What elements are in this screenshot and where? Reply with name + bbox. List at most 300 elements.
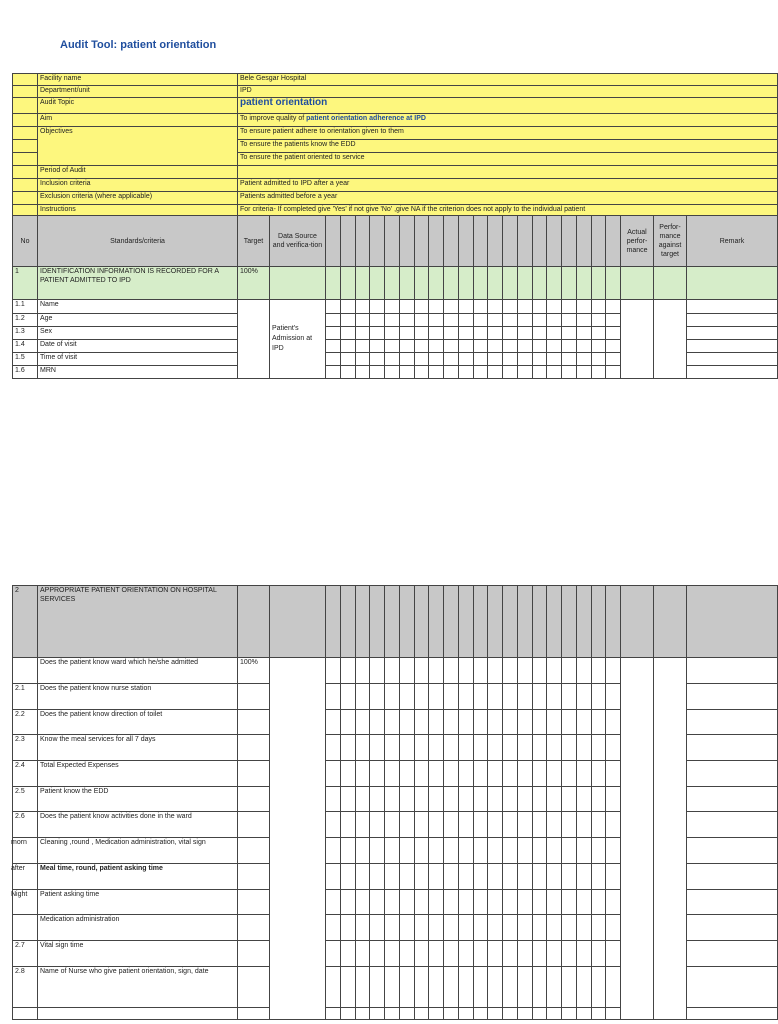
remark-cell: [687, 735, 778, 761]
check-cell: [532, 314, 547, 327]
check-cell: [517, 889, 532, 915]
check-cell: [473, 658, 488, 684]
check-cell: [547, 353, 562, 366]
header-check-cell: [591, 586, 606, 658]
check-cell: [444, 353, 459, 366]
check-cell: [458, 366, 473, 379]
check-cell: [532, 915, 547, 941]
section-2-target: [238, 586, 270, 658]
check-cell: [326, 314, 341, 327]
check-cell: [326, 786, 341, 812]
check-cell: [591, 786, 606, 812]
criterion-no: 2.6: [13, 812, 38, 838]
check-cell: [532, 786, 547, 812]
header-check-cell: [503, 586, 518, 658]
inclusion-value: Patient admitted to IPD after a year: [238, 179, 778, 192]
check-cell: [591, 267, 606, 300]
check-cell: [532, 327, 547, 340]
criterion-target: [238, 889, 270, 915]
check-cell: [370, 327, 385, 340]
check-cell: [340, 709, 355, 735]
check-cell: [458, 314, 473, 327]
check-cell: [326, 1007, 341, 1019]
check-cell: [606, 658, 621, 684]
check-cell: [591, 709, 606, 735]
check-cell: [562, 300, 577, 314]
criterion-text: Sex: [38, 327, 238, 340]
check-cell: [547, 684, 562, 710]
facility-label: Facility name: [38, 74, 238, 86]
check-cell: [532, 889, 547, 915]
check-cell: [532, 340, 547, 353]
check-cell: [562, 267, 577, 300]
check-cell: [503, 735, 518, 761]
header-check-cell: [444, 586, 459, 658]
check-cell: [458, 340, 473, 353]
actual-performance-cell: [621, 300, 654, 379]
check-cell: [326, 761, 341, 787]
check-cell: [503, 1007, 518, 1019]
check-cell: [606, 1007, 621, 1019]
criterion-source: Patient's Admission at IPD: [270, 300, 326, 379]
criterion-no: 2.2: [13, 709, 38, 735]
check-cell: [503, 658, 518, 684]
criterion-no: 2.3: [13, 735, 38, 761]
section-1-source: [270, 267, 326, 300]
check-cell: [385, 300, 400, 314]
check-cell: [385, 966, 400, 1007]
check-cell: [473, 327, 488, 340]
check-cell: [488, 366, 503, 379]
criterion-text: Does the patient know ward which he/she admitted: [38, 658, 238, 684]
header-check-cell: [340, 586, 355, 658]
objective-1: To ensure patient adhere to orientation given to them: [238, 127, 778, 140]
check-cell: [370, 684, 385, 710]
check-cell: [429, 838, 444, 864]
check-cell: [385, 353, 400, 366]
criterion-text: Name: [38, 300, 238, 314]
check-cell: [576, 812, 591, 838]
check-cell: [326, 889, 341, 915]
criterion-text: Know the meal services for all 7 days: [38, 735, 238, 761]
check-cell: [399, 1007, 414, 1019]
check-cell: [576, 300, 591, 314]
check-cell: [547, 709, 562, 735]
header-check-cell: [370, 216, 385, 267]
check-cell: [591, 761, 606, 787]
check-cell: [488, 889, 503, 915]
check-cell: [429, 863, 444, 889]
header-check-cell: [547, 586, 562, 658]
check-cell: [517, 1007, 532, 1019]
criterion-no: 1.1: [13, 300, 38, 314]
header-check-cell: [488, 216, 503, 267]
check-cell: [355, 889, 370, 915]
criterion-no: [13, 1007, 38, 1019]
check-cell: [370, 786, 385, 812]
check-cell: [576, 684, 591, 710]
check-cell: [473, 735, 488, 761]
header-check-cell: [562, 586, 577, 658]
check-cell: [370, 709, 385, 735]
check-cell: [488, 863, 503, 889]
check-cell: [399, 889, 414, 915]
check-cell: [370, 812, 385, 838]
check-cell: [591, 300, 606, 314]
check-cell: [503, 761, 518, 787]
check-cell: [370, 353, 385, 366]
remark-cell: [687, 761, 778, 787]
criterion-text: Date of visit: [38, 340, 238, 353]
check-cell: [429, 812, 444, 838]
remark-cell: [687, 353, 778, 366]
check-cell: [606, 838, 621, 864]
check-cell: [517, 812, 532, 838]
criterion-text: Patient asking time: [38, 889, 238, 915]
check-cell: [370, 658, 385, 684]
check-cell: [473, 340, 488, 353]
check-cell: [591, 340, 606, 353]
check-cell: [547, 267, 562, 300]
check-cell: [606, 300, 621, 314]
check-cell: [444, 314, 459, 327]
check-cell: [429, 353, 444, 366]
check-cell: [340, 353, 355, 366]
check-cell: [458, 735, 473, 761]
check-cell: [576, 327, 591, 340]
check-cell: [562, 340, 577, 353]
check-cell: [517, 314, 532, 327]
check-cell: [488, 684, 503, 710]
header-standards: Standards/criteria: [38, 216, 238, 267]
check-cell: [576, 966, 591, 1007]
check-cell: [429, 761, 444, 787]
check-cell: [458, 812, 473, 838]
check-cell: [503, 340, 518, 353]
header-check-cell: [399, 216, 414, 267]
check-cell: [414, 658, 429, 684]
check-cell: [326, 940, 341, 966]
check-cell: [414, 1007, 429, 1019]
check-cell: [370, 838, 385, 864]
check-cell: [488, 761, 503, 787]
check-cell: [444, 863, 459, 889]
check-cell: [414, 353, 429, 366]
check-cell: [385, 267, 400, 300]
check-cell: [414, 915, 429, 941]
check-cell: [517, 353, 532, 366]
criterion-target: [238, 966, 270, 1007]
check-cell: [547, 735, 562, 761]
header-remark: Remark: [687, 216, 778, 267]
remark-cell: [687, 786, 778, 812]
check-cell: [414, 889, 429, 915]
check-cell: [414, 709, 429, 735]
check-cell: [385, 314, 400, 327]
check-cell: [517, 709, 532, 735]
header-check-cell: [591, 216, 606, 267]
check-cell: [532, 300, 547, 314]
check-cell: [503, 863, 518, 889]
check-cell: [473, 353, 488, 366]
header-check-cell: [687, 586, 778, 658]
check-cell: [429, 684, 444, 710]
check-cell: [370, 267, 385, 300]
facility-value: Bele Gesgar Hospital: [238, 74, 778, 86]
header-check-cell: [473, 586, 488, 658]
check-cell: [562, 889, 577, 915]
check-cell: [444, 340, 459, 353]
check-cell: [562, 314, 577, 327]
check-cell: [503, 838, 518, 864]
check-cell: [444, 940, 459, 966]
criterion-no: 2.8: [13, 966, 38, 1007]
check-cell: [547, 1007, 562, 1019]
header-no: No: [13, 216, 38, 267]
criterion-target: [238, 812, 270, 838]
remark-cell: [687, 1007, 778, 1019]
check-cell: [503, 940, 518, 966]
check-cell: [355, 786, 370, 812]
check-cell: [355, 267, 370, 300]
check-cell: [503, 353, 518, 366]
check-cell: [429, 915, 444, 941]
check-cell: [591, 735, 606, 761]
check-cell: [562, 761, 577, 787]
check-cell: [444, 658, 459, 684]
header-check-cell: [517, 586, 532, 658]
check-cell: [473, 267, 488, 300]
check-cell: [355, 300, 370, 314]
period-value: [238, 166, 778, 179]
check-cell: [517, 735, 532, 761]
check-cell: [326, 709, 341, 735]
check-cell: [517, 838, 532, 864]
check-cell: [340, 267, 355, 300]
check-cell: [606, 915, 621, 941]
check-cell: [444, 366, 459, 379]
criterion-target: [238, 786, 270, 812]
criterion-target: [238, 761, 270, 787]
check-cell: [532, 812, 547, 838]
check-cell: [473, 1007, 488, 1019]
criterion-no: 2.7: [13, 940, 38, 966]
check-cell: [547, 314, 562, 327]
check-cell: [340, 761, 355, 787]
check-cell: [532, 353, 547, 366]
check-cell: [591, 658, 606, 684]
check-cell: [547, 327, 562, 340]
header-check-cell: [532, 586, 547, 658]
criterion-target: [238, 915, 270, 941]
check-cell: [532, 966, 547, 1007]
header-check-cell: [429, 216, 444, 267]
check-cell: [370, 940, 385, 966]
check-cell: [444, 684, 459, 710]
check-cell: [429, 966, 444, 1007]
check-cell: [414, 940, 429, 966]
criterion-text: Medication administration: [38, 915, 238, 941]
criterion-target: [238, 300, 270, 379]
section-1-no: 1: [13, 267, 38, 300]
check-cell: [606, 940, 621, 966]
check-cell: [340, 1007, 355, 1019]
check-cell: [444, 267, 459, 300]
page-title: Audit Tool: patient orientation: [60, 39, 217, 51]
check-cell: [576, 940, 591, 966]
check-cell: [399, 314, 414, 327]
criterion-text: [38, 1007, 238, 1019]
remark-cell: [687, 300, 778, 314]
check-cell: [444, 812, 459, 838]
check-cell: [621, 267, 654, 300]
check-cell: [458, 327, 473, 340]
check-cell: [385, 812, 400, 838]
check-cell: [414, 327, 429, 340]
check-cell: [340, 300, 355, 314]
check-cell: [414, 300, 429, 314]
check-cell: [370, 340, 385, 353]
check-cell: [687, 267, 778, 300]
check-cell: [562, 966, 577, 1007]
check-cell: [517, 940, 532, 966]
check-cell: [606, 340, 621, 353]
check-cell: [503, 786, 518, 812]
check-cell: [517, 658, 532, 684]
check-cell: [444, 735, 459, 761]
check-cell: [399, 735, 414, 761]
check-cell: [414, 267, 429, 300]
criterion-text: MRN: [38, 366, 238, 379]
remark-cell: [687, 340, 778, 353]
check-cell: [547, 366, 562, 379]
check-cell: [606, 812, 621, 838]
header-check-cell: [488, 586, 503, 658]
section-2-no: 2: [13, 586, 38, 658]
header-check-cell: [444, 216, 459, 267]
check-cell: [385, 684, 400, 710]
check-cell: [326, 735, 341, 761]
check-cell: [326, 838, 341, 864]
check-cell: [444, 786, 459, 812]
check-cell: [399, 915, 414, 941]
check-cell: [414, 314, 429, 327]
check-cell: [547, 966, 562, 1007]
audit-table-2: [12, 585, 778, 1020]
check-cell: [385, 786, 400, 812]
section-1-criteria: IDENTIFICATION INFORMATION IS RECORDED FOR A PATIENT ADMITTED TO IPD: [38, 267, 238, 300]
check-cell: [444, 1007, 459, 1019]
check-cell: [458, 889, 473, 915]
check-cell: [385, 1007, 400, 1019]
check-cell: [340, 940, 355, 966]
objective-3: To ensure the patient oriented to service: [238, 153, 778, 166]
check-cell: [532, 735, 547, 761]
check-cell: [340, 838, 355, 864]
check-cell: [340, 327, 355, 340]
check-cell: [488, 735, 503, 761]
check-cell: [355, 366, 370, 379]
check-cell: [340, 889, 355, 915]
check-cell: [355, 353, 370, 366]
section-1-target: 100%: [238, 267, 270, 300]
check-cell: [503, 709, 518, 735]
check-cell: [429, 267, 444, 300]
check-cell: [429, 735, 444, 761]
check-cell: [414, 812, 429, 838]
remark-cell: [687, 915, 778, 941]
check-cell: [576, 658, 591, 684]
check-cell: [503, 366, 518, 379]
check-cell: [488, 786, 503, 812]
criterion-no: 2.1: [13, 684, 38, 710]
criterion-no: 2.5: [13, 786, 38, 812]
check-cell: [473, 314, 488, 327]
inclusion-label: Inclusion criteria: [38, 179, 238, 192]
check-cell: [326, 863, 341, 889]
check-cell: [517, 684, 532, 710]
criterion-target: [238, 1007, 270, 1019]
header-check-cell: [429, 586, 444, 658]
criterion-text: Cleaning ,round , Medication administration, vital sign: [38, 838, 238, 864]
performance-target-cell: [654, 300, 687, 379]
header-check-cell: [399, 586, 414, 658]
check-cell: [562, 735, 577, 761]
remark-cell: [687, 966, 778, 1007]
check-cell: [517, 340, 532, 353]
check-cell: [458, 966, 473, 1007]
check-cell: [326, 340, 341, 353]
check-cell: [458, 940, 473, 966]
check-cell: [370, 314, 385, 327]
check-cell: [414, 838, 429, 864]
check-cell: [429, 1007, 444, 1019]
check-cell: [370, 889, 385, 915]
check-cell: [517, 300, 532, 314]
header-check-cell: [355, 216, 370, 267]
criterion-target: [238, 684, 270, 710]
check-cell: [576, 863, 591, 889]
check-cell: [488, 838, 503, 864]
check-cell: [355, 709, 370, 735]
header-check-cell: [606, 216, 621, 267]
check-cell: [473, 786, 488, 812]
check-cell: [532, 1007, 547, 1019]
check-cell: [385, 735, 400, 761]
remark-cell: [687, 812, 778, 838]
check-cell: [503, 889, 518, 915]
check-cell: [517, 786, 532, 812]
criterion-text: Does the patient know nurse station: [38, 684, 238, 710]
check-cell: [547, 786, 562, 812]
check-cell: [340, 658, 355, 684]
check-cell: [399, 353, 414, 366]
check-cell: [606, 684, 621, 710]
check-cell: [458, 267, 473, 300]
check-cell: [399, 267, 414, 300]
header-check-cell: [621, 586, 654, 658]
check-cell: [414, 684, 429, 710]
check-cell: [547, 812, 562, 838]
check-cell: [385, 366, 400, 379]
criterion-text: Vital sign time: [38, 940, 238, 966]
check-cell: [444, 761, 459, 787]
check-cell: [399, 327, 414, 340]
check-cell: [576, 340, 591, 353]
check-cell: [399, 340, 414, 353]
check-cell: [606, 314, 621, 327]
check-cell: [488, 340, 503, 353]
